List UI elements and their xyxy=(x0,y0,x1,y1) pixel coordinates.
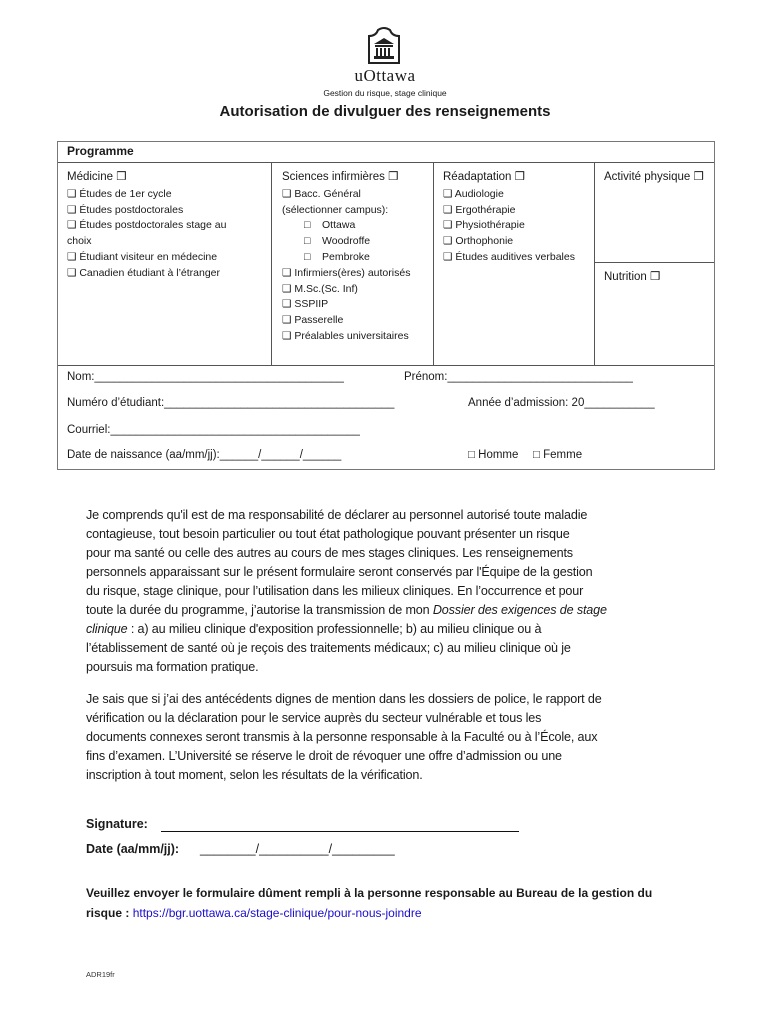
programme-label: Programme xyxy=(67,144,134,158)
checkbox-activite-physique[interactable]: Activité physique ❒ xyxy=(604,171,704,183)
text-line: vérification ou la déclaration pour le service auprès du secteur vulnérable et tous les xyxy=(86,711,542,725)
campus-option[interactable]: □ Woodroffe xyxy=(304,235,371,248)
text-line: inscription à tout moment, selon les résultats de la vérification. xyxy=(86,768,423,782)
form-box xyxy=(57,141,715,470)
nom-field[interactable]: Nom:_______________________________________ xyxy=(67,371,344,383)
checkbox-homme[interactable]: □ Homme xyxy=(468,449,519,461)
text-span: toute la durée du programme, j’autorise la transmission de mon xyxy=(86,603,433,617)
email-field[interactable]: Courriel:_______________________________________ xyxy=(67,424,360,436)
document-title: clinique xyxy=(86,622,128,636)
checkbox-option-cont: choix xyxy=(67,235,92,248)
instruction-text: risque : xyxy=(86,906,133,920)
text-line: Je comprends qu'il est de ma responsabilité de déclarer au personnel autorisé toute maladie xyxy=(86,508,588,522)
signature-line[interactable] xyxy=(161,831,519,832)
date-field[interactable]: ________/__________/_________ xyxy=(200,842,395,856)
text-line: poursuis ma formation pratique. xyxy=(86,660,259,674)
admission-year-field[interactable]: Année d’admission: 20___________ xyxy=(468,397,655,409)
student-number-field[interactable]: Numéro d’étudiant:____________________________________ xyxy=(67,397,395,409)
brand-name: uOttawa xyxy=(354,66,416,85)
checkbox-femme[interactable]: □ Femme xyxy=(533,449,583,461)
text-line xyxy=(86,620,607,639)
campus-note: (sélectionner campus): xyxy=(282,203,389,216)
checkbox-option[interactable]: ❑ SSPIIP xyxy=(282,298,329,311)
text-line: contagieuse, tout besoin particulier ou tout état pathologique pouvant présenter un risque xyxy=(86,527,570,541)
birthdate-field[interactable]: Date de naissance (aa/mm/jj):______/______/______ xyxy=(67,449,342,461)
campus-label: Ottawa xyxy=(322,219,356,232)
checkbox-option[interactable]: ❑ Orthophonie xyxy=(443,235,514,248)
text-line xyxy=(86,601,607,620)
checkbox-option[interactable]: ❑ Physiothérapie xyxy=(443,219,525,232)
checkbox-option[interactable]: ❑ Audiologie xyxy=(443,187,504,200)
instruction-text: Veuillez envoyer le formulaire dûment rempli à la personne responsable au Bureau de la gestion du xyxy=(86,886,653,900)
text-line: fins d’examen. L’Université se réserve le droit de révoquer une offre d’admission ou une xyxy=(86,749,562,763)
consent-paragraph-2 xyxy=(86,690,602,785)
consent-paragraph-1 xyxy=(86,506,607,677)
checkbox-option[interactable]: ❑ Ergothérapie xyxy=(443,203,516,216)
checkbox-option[interactable]: ❑ Étudiant visiteur en médecine xyxy=(67,250,218,263)
text-line: l’établissement de santé où je reçois des traitements médicaux; c) au milieu clinique où je xyxy=(86,641,571,655)
document-title: Dossier des exigences de stage xyxy=(432,603,607,617)
checkbox-readaptation[interactable]: Réadaptation ❒ xyxy=(443,171,525,183)
text-line: du risque, stage clinique, pour l’utilisation dans les milieux cliniques. En l’occurrence et pour xyxy=(86,584,584,598)
checkbox-option[interactable]: ❑ M.Sc.(Sc. Inf) xyxy=(282,282,358,295)
medecine-column xyxy=(67,170,226,282)
text-line: documents connexes seront transmis à la personne responsable à la Faculté ou à l’École, aux xyxy=(86,730,598,744)
campus-option[interactable]: □ Pembroke xyxy=(304,250,370,263)
checkbox-option[interactable]: ❑ Études auditives verbales xyxy=(443,250,575,263)
checkbox-nutrition[interactable]: Nutrition ❒ xyxy=(604,271,661,283)
instruction-line-2 xyxy=(86,906,422,920)
checkbox-option[interactable]: ❑ Canadien étudiant à l’étranger xyxy=(67,266,221,279)
checkbox-option[interactable]: ❑ Études postdoctorales stage au xyxy=(67,219,227,232)
university-building-logo xyxy=(366,26,402,64)
text-line: personnels apparaissant sur le présent formulaire seront conservés par l'Équipe de la gestion xyxy=(86,565,593,579)
checkbox-option[interactable]: ❑ Études postdoctorales xyxy=(67,203,184,216)
checkbox-option[interactable]: ❑ Préalables universitaires xyxy=(282,329,409,342)
checkbox-medecine[interactable]: Médicine ❒ xyxy=(67,171,127,183)
checkbox-option[interactable]: ❑ Infirmiers(ères) autorisés xyxy=(282,266,411,279)
prenom-field[interactable]: Prénom:_____________________________ xyxy=(404,371,633,383)
form-code: ADR19fr xyxy=(86,970,115,979)
text-span: : a) au milieu clinique d'exposition professionnelle; b) au milieu clinique ou à xyxy=(127,622,542,636)
divider xyxy=(58,162,714,163)
sciences-column xyxy=(282,170,410,345)
text-line: pour ma santé ou celle des autres au cours de mes stages cliniques. Les renseignements xyxy=(86,546,573,560)
readaptation-column xyxy=(443,170,575,266)
date-label: Date (aa/mm/jj): xyxy=(86,842,180,856)
campus-label: Pembroke xyxy=(322,250,370,263)
department-subtitle: Gestion du risque, stage clinique xyxy=(323,88,447,98)
campus-label: Woodroffe xyxy=(322,235,371,248)
checkbox-sciences-infirmieres[interactable]: Sciences infirmières ❒ xyxy=(282,171,399,183)
signature-label: Signature: xyxy=(86,817,148,831)
page-title: Autorisation de divulguer des renseignements xyxy=(219,103,551,120)
checkbox-option[interactable]: ❑ Études de 1er cycle xyxy=(67,187,172,200)
contact-link[interactable]: https://bgr.uottawa.ca/stage-clinique/pour-nous-joindre xyxy=(132,906,422,920)
text-line: Je sais que si j’ai des antécédents dignes de mention dans les dossiers de police, le rapport de xyxy=(86,692,602,706)
checkbox-option[interactable]: ❑ Bacc. Général xyxy=(282,187,361,200)
campus-option[interactable]: □ Ottawa xyxy=(304,219,356,232)
checkbox-option[interactable]: ❑ Passerelle xyxy=(282,314,344,327)
